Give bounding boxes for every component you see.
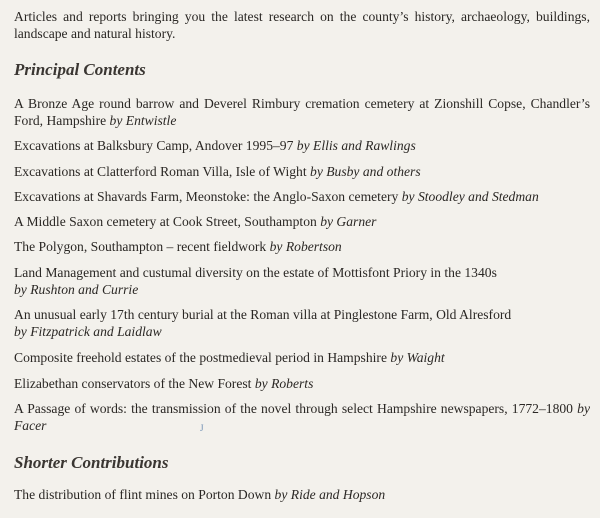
entry-author: by Stoodley and Stedman xyxy=(401,189,539,204)
contents-entry xyxy=(14,349,590,366)
entry-author: by Entwistle xyxy=(109,113,177,128)
entry-title: A Passage of words: the transmission of the novel through select Hampshire newspapers, 1772–1800 xyxy=(14,401,573,416)
entry-title: A Middle Saxon cemetery at Cook Street, Southampton xyxy=(14,214,317,229)
entry-title: A Bronze Age round barrow and Deverel Rimbury cremation cemetery at Zionshill Copse, Chandler’s Ford, Hampshire xyxy=(14,96,590,128)
entry-title: Land Management and custumal diversity on the estate of Mottisfont Priory in the 1340s xyxy=(14,265,497,280)
entry-title: Elizabethan conservators of the New Forest xyxy=(14,376,252,391)
entry-title: Composite freehold estates of the postmedieval period in Hampshire xyxy=(14,350,387,365)
contents-entry xyxy=(14,163,590,180)
entry-title: The Polygon, Southampton – recent fieldwork xyxy=(14,239,267,254)
entry-author: by Facer xyxy=(14,401,590,433)
contents-entry xyxy=(14,188,590,205)
entry-title: The distribution of flint mines on Porton Down xyxy=(14,487,272,502)
entry-title: Excavations at Clatterford Roman Villa, Isle of Wight xyxy=(14,164,307,179)
entry-author: by Robertson xyxy=(269,239,342,254)
contents-entry xyxy=(14,306,574,340)
entry-author: by Ellis and Rawlings xyxy=(296,138,416,153)
contents-entry xyxy=(14,95,590,129)
entry-author: by Roberts xyxy=(254,376,314,391)
entry-author: by Busby and others xyxy=(310,164,421,179)
contents-entry xyxy=(14,264,574,298)
principal-contents-heading: Principal Contents xyxy=(14,60,146,79)
entry-title: Excavations at Shavards Farm, Meonstoke: the Anglo-Saxon cemetery xyxy=(14,189,399,204)
shorter-contributions-heading: Shorter Contributions xyxy=(14,453,169,472)
contents-entry xyxy=(14,213,590,230)
contents-entry xyxy=(14,400,590,434)
entry-title: An unusual early 17th century burial at the Roman villa at Pinglestone Farm, Old Alresford xyxy=(14,307,512,322)
contents-entry xyxy=(14,137,590,154)
entry-author: by Garner xyxy=(320,214,377,229)
entry-author: by Waight xyxy=(390,350,445,365)
entry-author: by Fitzpatrick and Laidlaw xyxy=(14,324,162,339)
contents-entry xyxy=(14,486,590,503)
entry-author: by Rushton and Currie xyxy=(14,282,139,297)
contents-entry xyxy=(14,375,590,392)
intro-text: Articles and reports bringing you the latest research on the county’s history, archaeology, buildings, landscape and natural history. xyxy=(14,9,590,41)
entry-title: Excavations at Balksbury Camp, Andover 1995–97 xyxy=(14,138,294,153)
entry-author: by Ride and Hopson xyxy=(274,487,386,502)
stray-mark: J xyxy=(200,423,204,433)
contents-entry xyxy=(14,238,590,255)
